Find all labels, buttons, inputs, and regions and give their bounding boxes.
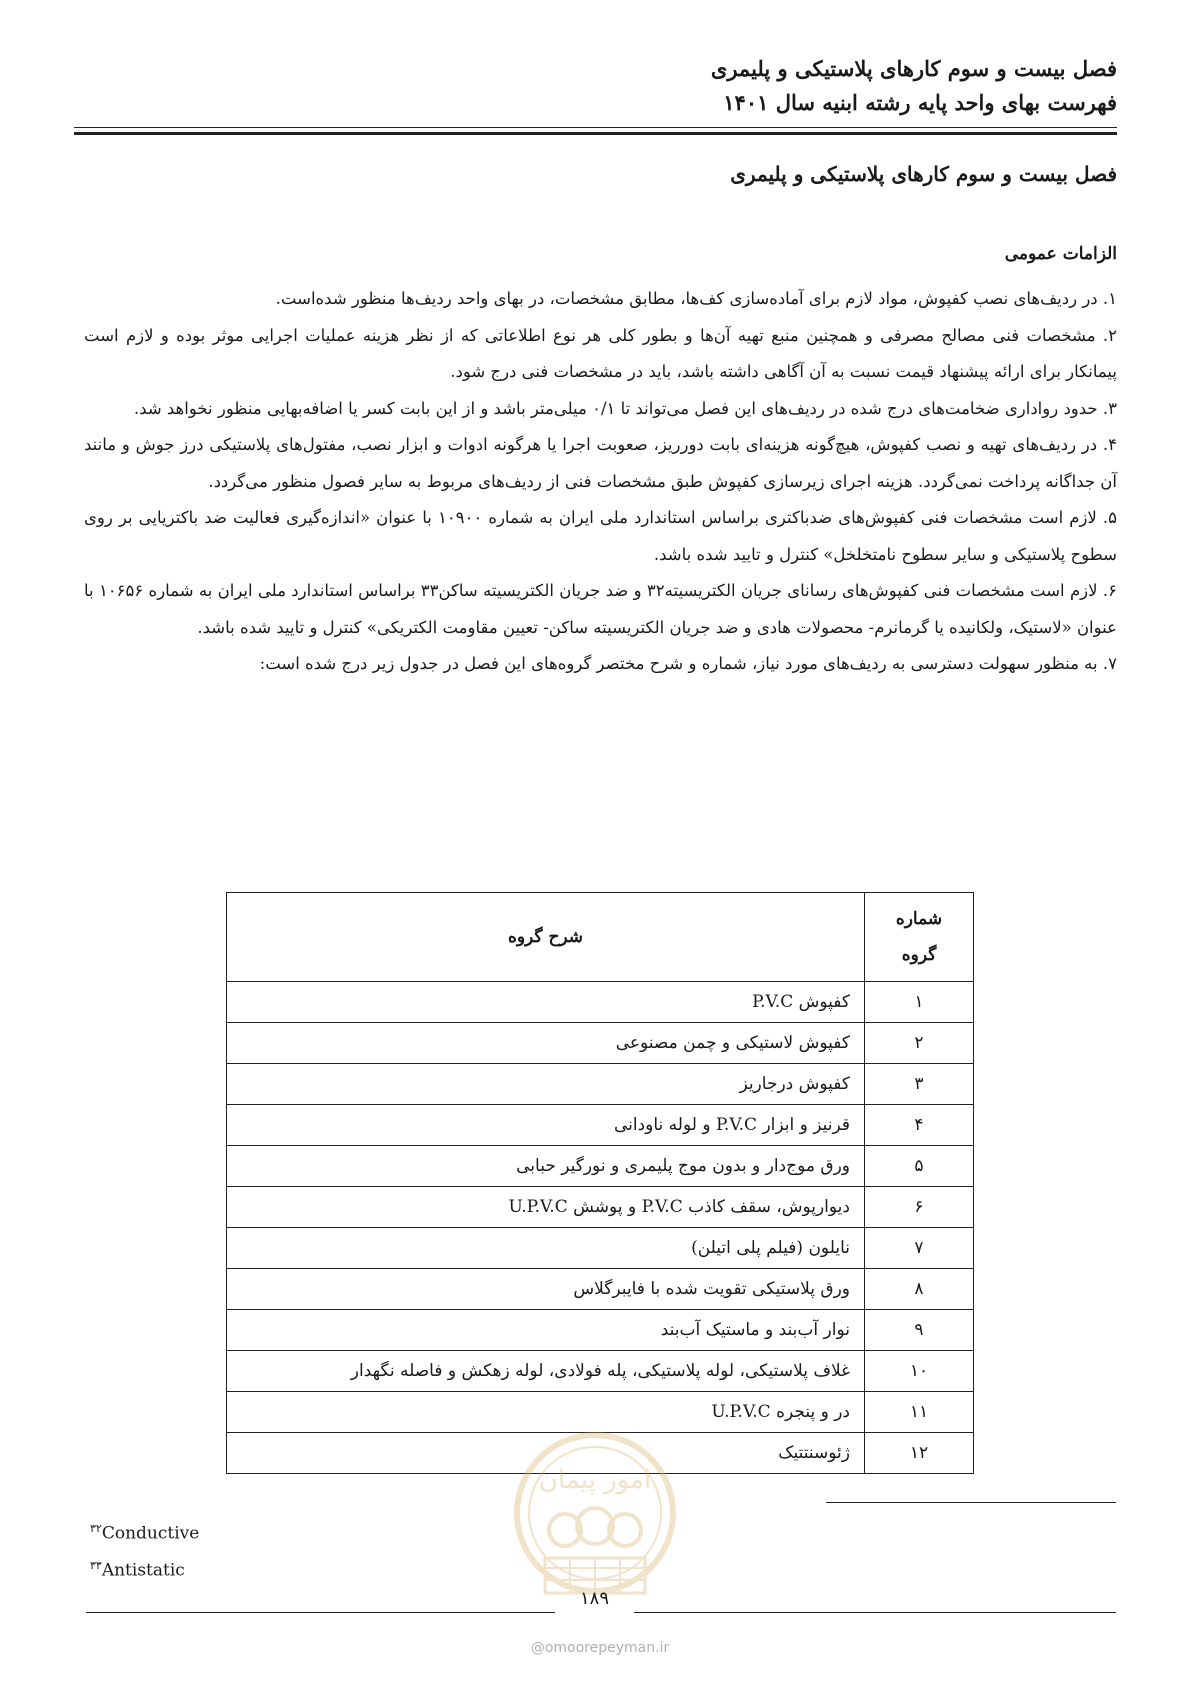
footer-rule-left bbox=[86, 1612, 555, 1613]
requirements-list bbox=[84, 281, 1117, 683]
footnote-33 bbox=[90, 1550, 199, 1587]
footnote-text: Conductive bbox=[101, 1523, 200, 1544]
table-row bbox=[227, 1269, 974, 1310]
footnote-mark: ۳۲ bbox=[90, 1522, 102, 1535]
table-header-row bbox=[227, 893, 974, 982]
group-description-cell: کفپوش درجاریز bbox=[227, 1064, 865, 1105]
footnote-text: Antistatic bbox=[101, 1560, 185, 1581]
requirement-item-2: ۲. مشخصات فنی مصالح مصرفی و همچنین منبع تهیه آن‌ها و بطور کلی هر نوع اطلاعاتی که از نظر هزینه عملیات اجرایی موثر بوده و لازم است پیمانکار برای ارائه پیشنهاد قیمت نسبت به آن آگاهی داشته باشد، باید در مشخصات فنی درج شود. bbox=[84, 325, 1117, 381]
group-number-header-line2: گروه bbox=[901, 945, 937, 965]
requirement-item-1: ۱. در ردیف‌های نصب کفپوش، مواد لازم برای آماده‌سازی کف‌ها، مطابق مشخصات، در بهای واحد ردیف‌ها منظور شده‌است. bbox=[275, 289, 1117, 308]
group-number-cell: ۹ bbox=[865, 1310, 974, 1351]
group-description-cell: نایلون (فیلم پلی اتیلن) bbox=[227, 1228, 865, 1269]
group-number-cell: ۳ bbox=[865, 1064, 974, 1105]
group-number-header bbox=[865, 893, 974, 982]
requirements-heading: الزامات عمومی bbox=[1004, 244, 1117, 264]
header-price-list-title: فهرست بهای واحد پایه رشته ابنیه سال ۱۴۰۱ bbox=[723, 90, 1117, 115]
group-number-cell: ۸ bbox=[865, 1269, 974, 1310]
requirement-item-5: ۵. لازم است مشخصات فنی کفپوش‌های ضدباکتری براساس استاندارد ملی ایران به شماره ۱۰۹۰۰ با عنوان «اندازه‌گیری فعالیت ضد باکتریایی بر روی سطوح پلاستیکی و سایر سطوح نامتخلخل» کنترل و تایید شده باشد. bbox=[84, 508, 1117, 564]
watermark-logo-text: امور پیمان bbox=[538, 1465, 652, 1495]
group-description-cell: کفپوش لاستیکی و چمن مصنوعی bbox=[227, 1023, 865, 1064]
group-number-cell: ۷ bbox=[865, 1228, 974, 1269]
group-number-cell: ۵ bbox=[865, 1146, 974, 1187]
section-title: فصل بیست و سوم کارهای پلاستیکی و پلیمری bbox=[730, 162, 1117, 186]
requirement-item-3: ۳. حدود رواداری ضخامت‌های درج شده در ردیف‌های این فصل می‌تواند تا ۰/۱ میلی‌متر باشد و از این بابت کسر یا اضافه‌بهایی منظور نخواهد شد. bbox=[133, 398, 1117, 418]
group-description-cell: ورق پلاستیکی تقویت شده با فایبرگلاس bbox=[227, 1269, 865, 1310]
table-row bbox=[227, 1023, 974, 1064]
table-row bbox=[227, 1064, 974, 1105]
footer-rule-right bbox=[634, 1612, 1116, 1613]
group-description-cell: نوار آب‌بند و ماستیک آب‌بند bbox=[227, 1310, 865, 1351]
group-description-cell: دیوارپوش، سقف کاذب P.V.C و پوشش U.P.V.C bbox=[227, 1187, 865, 1228]
footnotes bbox=[90, 1513, 199, 1586]
watermark-handle: @omoorepeyman.ir bbox=[530, 1640, 670, 1656]
table-row bbox=[227, 1105, 974, 1146]
group-number-cell: ۲ bbox=[865, 1023, 974, 1064]
group-number-cell: ۱۲ bbox=[865, 1433, 974, 1474]
page-number: ۱۸۹ bbox=[579, 1588, 609, 1609]
table-row bbox=[227, 1228, 974, 1269]
table-row bbox=[227, 1351, 974, 1392]
page-header bbox=[74, 52, 1117, 120]
group-number-cell: ۴ bbox=[865, 1105, 974, 1146]
requirement-item-4: ۴. در ردیف‌های تهیه و نصب کفپوش، هیچ‌گونه هزینه‌ای بابت دورریز، صعوبت اجرا یا هرگونه ادوات و ابزار نصب، مفتول‌های پلاستیکی درز جوش و مانند آن جداگانه پرداخت نمی‌گردد. هزینه اجرای زیرسازی کفپوش طبق مشخصات فنی از ردیف‌های مربوط به سایر فصول منظور می‌گردد. bbox=[84, 435, 1117, 491]
group-description-cell: ورق موج‌دار و بدون موج پلیمری و نورگیر حبابی bbox=[227, 1146, 865, 1187]
requirement-item-6: ۶. لازم است مشخصات فنی کفپوش‌های رسانای جریان الکتریسیته۳۲ و ضد جریان الکتریسیته ساکن۳۳ براساس استاندارد ملی ایران به شماره ۱۰۶۵۶ با عنوان «لاستیک، ولکانیده یا گرمانرم- محصولات هادی و ضد جریان الکتریسیته ساکن- تعیین مقاومت الکتریکی» کنترل و تایید شده باشد. bbox=[84, 581, 1117, 637]
group-description-cell: قرنیز و ابزار P.V.C و لوله ناودانی bbox=[227, 1105, 865, 1146]
group-description-cell: ژئوسنتتیک bbox=[227, 1433, 865, 1474]
group-description-cell: در و پنجره U.P.V.C bbox=[227, 1392, 865, 1433]
group-description-header: شرح گروه bbox=[227, 893, 865, 982]
group-table bbox=[226, 892, 974, 1474]
group-number-header-line1: شماره bbox=[895, 909, 943, 929]
requirement-item-7: ۷. به منظور سهولت دسترسی به ردیف‌های مورد نیاز، شماره و شرح مختصر گروه‌های این فصل در جدول زیر درج شده است: bbox=[259, 654, 1117, 673]
group-description-cell: غلاف پلاستیکی، لوله پلاستیکی، پله فولادی، لوله زهکش و فاصله نگهدار bbox=[227, 1351, 865, 1392]
table-row bbox=[227, 1146, 974, 1187]
group-number-cell: ۱۰ bbox=[865, 1351, 974, 1392]
footnote-mark: ۳۳ bbox=[90, 1558, 102, 1572]
group-number-cell: ۱۱ bbox=[865, 1392, 974, 1433]
header-rule-thick bbox=[74, 132, 1117, 135]
table-body bbox=[227, 982, 974, 1474]
header-chapter-title: فصل بیست و سوم کارهای پلاستیکی و پلیمری bbox=[710, 56, 1117, 81]
group-number-cell: ۱ bbox=[865, 982, 974, 1023]
group-number-cell: ۶ bbox=[865, 1187, 974, 1228]
footnote-rule bbox=[826, 1502, 1116, 1503]
table-row bbox=[227, 982, 974, 1023]
table-row bbox=[227, 1310, 974, 1351]
header-rule-thin bbox=[74, 127, 1117, 128]
footnote-32 bbox=[90, 1513, 199, 1550]
table-row bbox=[227, 1187, 974, 1228]
group-description-cell: کفپوش P.V.C bbox=[227, 982, 865, 1023]
